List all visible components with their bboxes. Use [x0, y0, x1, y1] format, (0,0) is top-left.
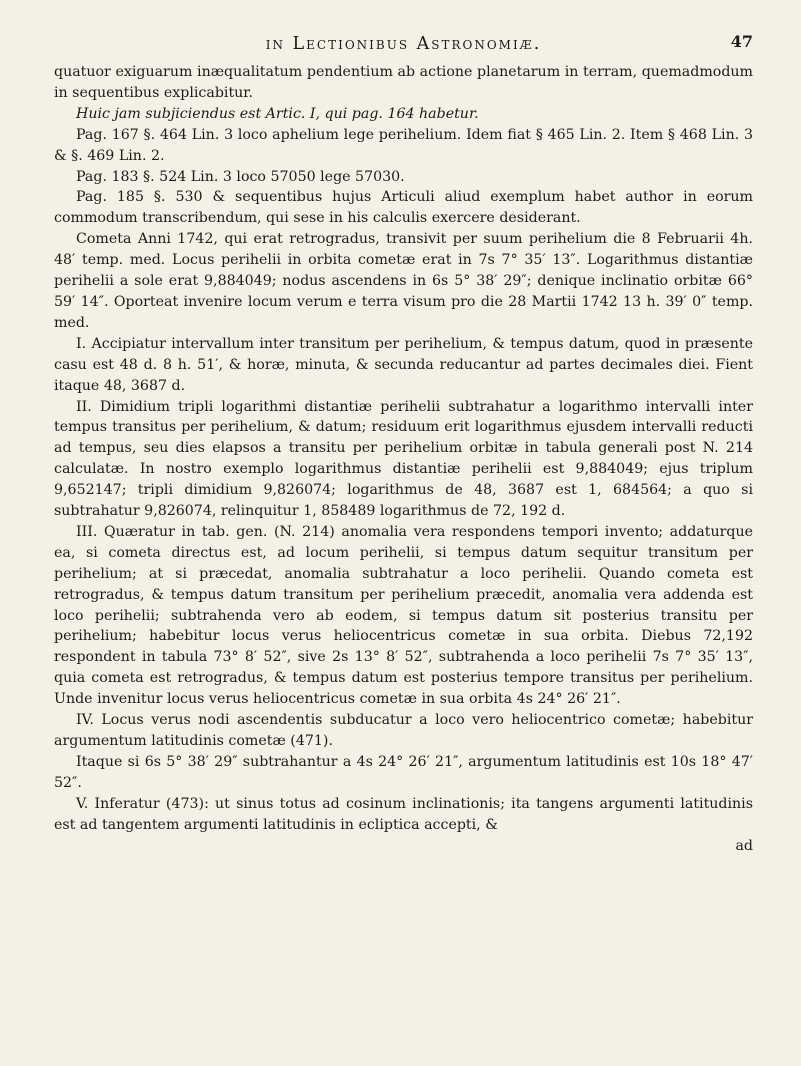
paragraph-step-3: III. Quæratur in tab. gen. (N. 214) anomalia vera respondens tempori invento; addaturque ea, si cometa directus est, ad locum perihelii, si tempus datum sequitur transitum per perihelium; at si præcedat, anomalia subtrahatur a loco perihelii. Quando cometa est retrogradus, & tempus datum transitum per perihelium præcedit, anomalia vera addenda est loco perihelii; subtrahenda vero ab eodem, si tempus datum sit posterius transitu per perihelium; habebitur locus verus heliocentricus cometæ in sua orbita. Diebus 72,192 respondent in tabula 73° 8′ 52″, sive 2s 13° 8′ 52″, subtrahenda a loco perihelii 7s 7° 35′ 13″, quia cometa est retrogradus, & tempus datum est posterius tempore transitus per perihelium. Unde invenitur locus verus heliocentricus cometæ in sua orbita 4s 24° 26′ 21″.	[54, 523, 753, 708]
paragraph-comet-1742: Cometa Anni 1742, qui erat retrogradus, transivit per suum perihelium die 8 Februarii 4h. 48′ temp. med. Locus perihelii in orbita cometæ erat in 7s 7° 35′ 13″. Logarithmus distantiæ perihelii a sole erat 9,884049; nodus ascendens in 6s 5° 38′ 29″; denique inclinatio orbitæ 66° 59′ 14″. Oporteat invenire locum verum e terra visum pro die 28 Martii 1742 13 h. 39′ 0″ temp. med.	[54, 231, 753, 331]
catchword: ad	[735, 837, 753, 854]
paragraph-step-1: I. Accipiatur intervallum inter transitum per perihelium, & tempus datum, quod in præsente casu est 48 d. 8 h. 51′, & horæ, minuta, & secunda reducantur ad partes decimales diei. Fient itaque 48, 3687 d.	[54, 335, 753, 394]
paragraph-article-note: Huic jam subjiciendus est Artic. I, qui pag. 164 habetur.	[76, 105, 479, 122]
paragraph-erratum-183: Pag. 183 §. 524 Lin. 3 loco 57050 lege 57030.	[76, 168, 405, 185]
running-title: in Lectionibus Astronomiæ.	[265, 34, 542, 54]
paragraph-step-5: V. Inferatur (473): ut sinus totus ad cosinum inclinationis; ita tangens argumenti latitudinis est ad tangentem argumenti latitudinis in ecliptica accepti, &	[54, 795, 753, 833]
paragraph-step-4-example: Itaque si 6s 5° 38′ 29″ subtrahantur a 4s 24° 26′ 21″, argumentum latitudinis est 10s 18° 47′ 52″.	[54, 753, 753, 791]
paragraph-intro: quatuor exiguarum inæqualitatum pendentium ab actione planetarum in terram, quemadmodum in sequentibus explicabitur.	[54, 64, 753, 101]
running-head	[54, 34, 753, 54]
paragraph-step-4: IV. Locus verus nodi ascendentis subducatur a loco vero heliocentrico cometæ; habebitur argumentum latitudinis cometæ (471).	[54, 712, 753, 749]
paragraph-erratum-185: Pag. 185 §. 530 & sequentibus hujus Articuli aliud exemplum habet author in eorum commodum transcribendum, qui sese in his calculis exercere desiderant.	[54, 189, 753, 227]
body-text	[54, 62, 753, 856]
paragraph-erratum-167: Pag. 167 §. 464 Lin. 3 loco aphelium lege perihelium. Idem fiat § 465 Lin. 2. Item § 468 Lin. 3 & §. 469 Lin. 2.	[54, 126, 753, 164]
paragraph-step-2: II. Dimidium tripli logarithmi distantiæ perihelii subtrahatur a logarithmo intervalli inter tempus transitus per perihelium, & datum; residuum erit logarithmus ejusdem intervalli reducti ad tempus, seu dies elapsos a transitu per perihelium orbitæ in tabula generali post N. 214 calculatæ. In nostro exemplo logarithmus distantiæ perihelii est 9,884049; ejus triplum 9,652147; tripli dimidium 9,826074; logarithmus de 48, 3687 est 1, 684564; a quo si subtrahatur 9,826074, relinquitur 1, 858489 logarithmus de 72, 192 d.	[54, 398, 753, 520]
page-number: 47	[730, 32, 753, 51]
